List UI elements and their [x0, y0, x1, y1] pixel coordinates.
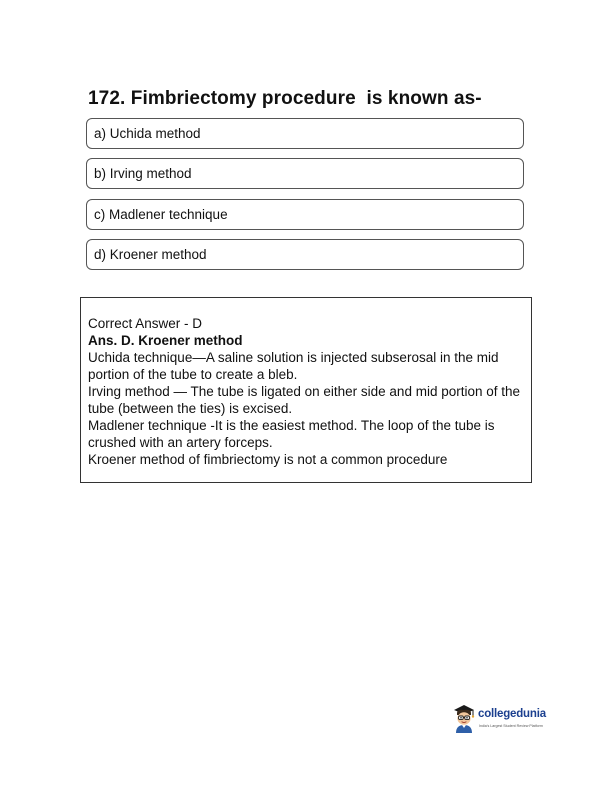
- explanation-uchida: Uchida technique—A saline solution is injected subserosal in the mid portion of the tube to create a bleb.: [88, 350, 499, 382]
- explanation-kroener: Kroener method of fimbriectomy is not a common procedure: [88, 452, 448, 467]
- question-title: 172. Fimbriectomy procedure is known as-: [88, 88, 482, 109]
- correct-answer-line: Correct Answer - D: [88, 316, 203, 331]
- graduate-mascot-icon: [452, 704, 476, 734]
- answer-box: [80, 297, 532, 483]
- logo-tagline: India's Largest Student Review Platform: [479, 724, 543, 728]
- option-c[interactable]: c) Madlener technique: [86, 199, 524, 230]
- logo-name: collegedunia: [478, 708, 546, 720]
- option-a[interactable]: a) Uchida method: [86, 118, 524, 149]
- explanation-madlener: Madlener technique -It is the easiest method. The loop of the tube is crushed with an artery forceps.: [88, 418, 495, 450]
- option-b[interactable]: b) Irving method: [86, 158, 524, 189]
- explanation-irving: Irving method — The tube is ligated on either side and mid portion of the tube (between the ties) is excised.: [88, 384, 521, 416]
- answer-heading: Ans. D. Kroener method: [88, 333, 243, 348]
- collegedunia-logo: [452, 704, 552, 736]
- option-d[interactable]: d) Kroener method: [86, 239, 524, 270]
